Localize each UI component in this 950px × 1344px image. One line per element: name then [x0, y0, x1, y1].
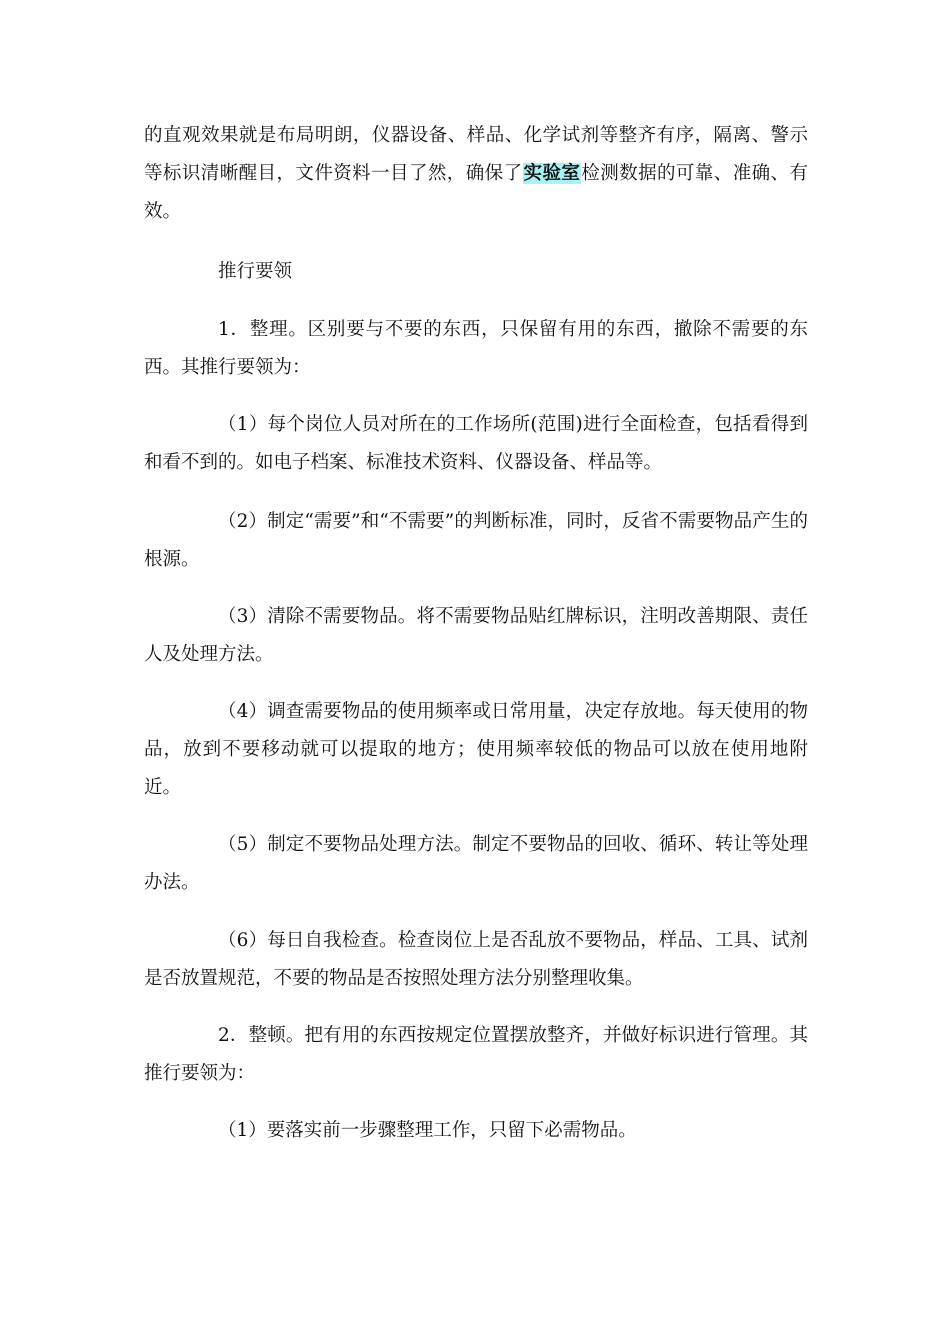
section1-item-1: （1）每个岗位人员对所在的工作场所(范围)进行全面检查，包括看得到和看不到的。如电子档案、标准技术资料、仪器设备、样品等。 [144, 414, 808, 473]
section1-item-3: （3）清除不需要物品。将不需要物品贴红牌标识，注明改善期限、责任人及处理方法。 [144, 606, 808, 665]
intro-text-before: 的直观效果就是布局明朗，仪器设备、样品、化学试剂等整齐有序，隔离、警示等标识清晰醒目，文件资料一目了然，确保了 [144, 125, 808, 184]
section1-item-6: （6）每日自我检查。检查岗位上是否乱放不要物品，样品、工具、试剂是否放置规范，不要的物品是否按照处理方法分别整理收集。 [144, 930, 808, 989]
section1-title: 1．整理。区别要与不要的东西，只保留有用的东西，撤除不需要的东西。其推行要领为： [144, 319, 808, 378]
section1-item-2: （2）制定“需要”和“不需要”的判断标准，同时，反省不需要物品产生的根源。 [144, 511, 808, 570]
intro-text-after: 检测数据的可靠、准确、有效。 [144, 163, 808, 222]
section-heading: 推行要领 [218, 261, 293, 282]
section2-title: 2．整顿。把有用的东西按规定位置摆放整齐，并做好标识进行管理。其推行要领为： [144, 1025, 808, 1084]
intro-paragraph [144, 117, 808, 231]
section1-item-4: （4）调查需要物品的使用频率或日常用量，决定存放地。每天使用的物品，放到不要移动就可以提取的地方；使用频率较低的物品可以放在使用地附近。 [144, 701, 808, 798]
highlighted-term: 实验室 [523, 163, 581, 184]
section1-item-5: （5）制定不要物品处理方法。制定不要物品的回收、循环、转让等处理办法。 [144, 834, 808, 893]
section2-item-1: （1）要落实前一步骤整理工作，只留下必需物品。 [218, 1120, 637, 1141]
